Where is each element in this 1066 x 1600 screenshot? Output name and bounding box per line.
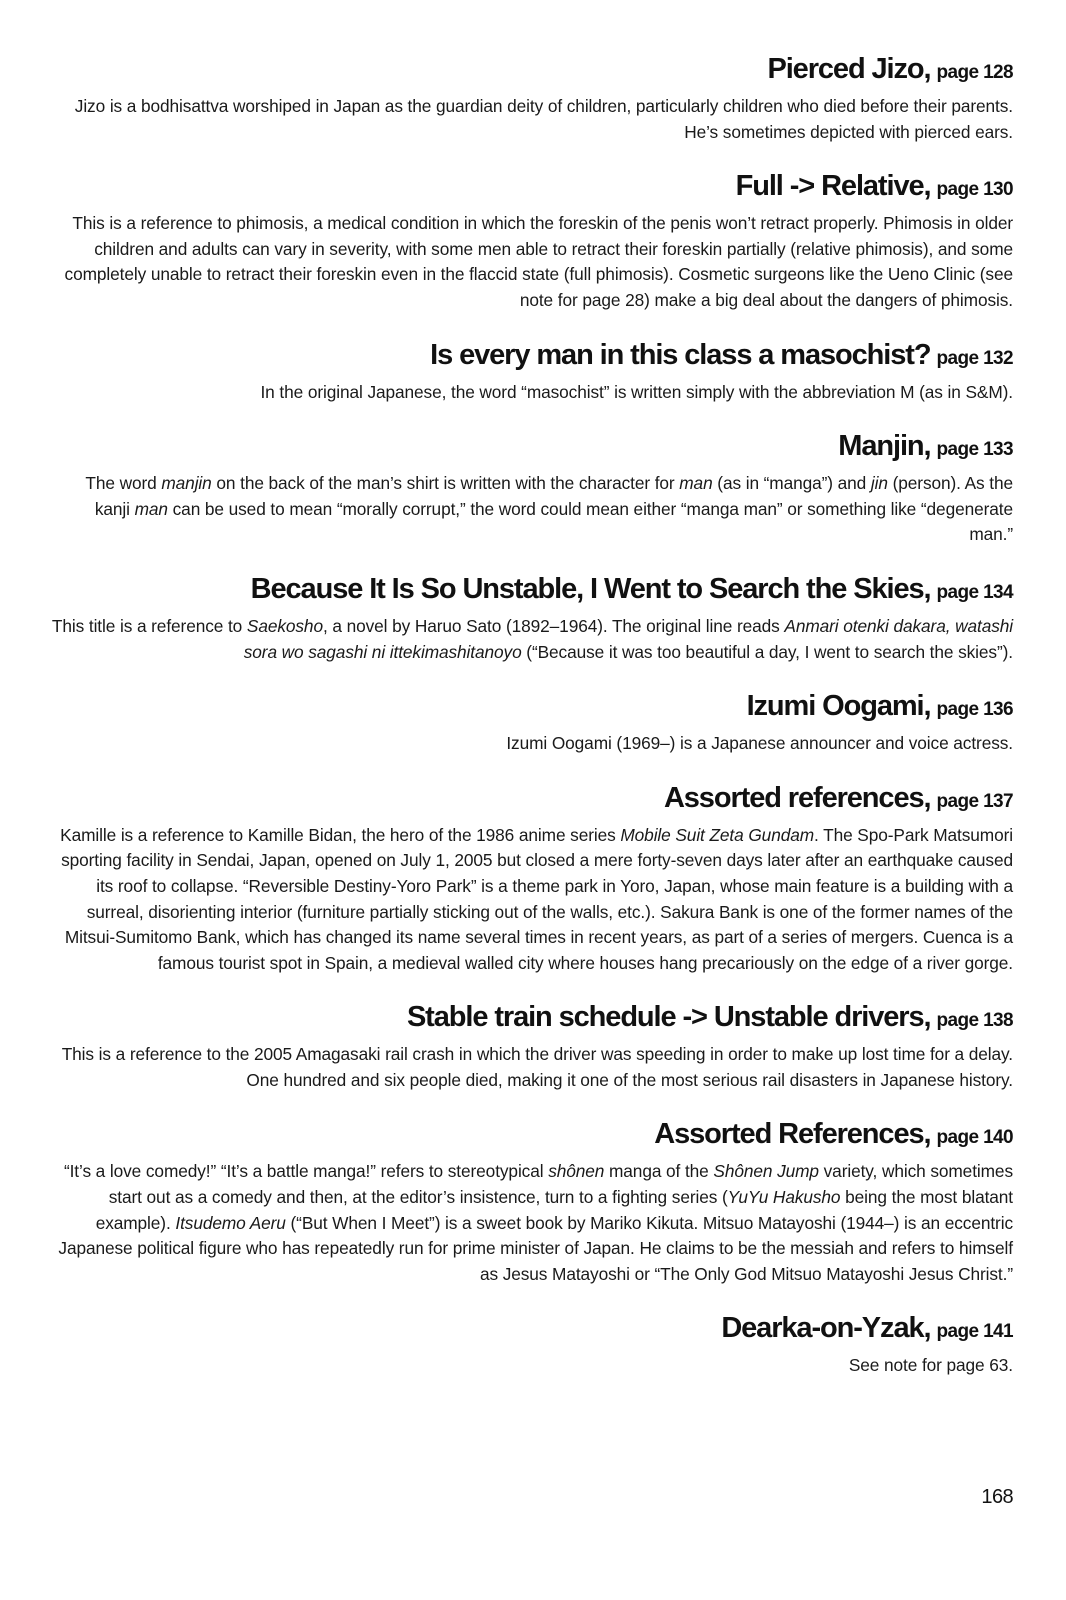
note-heading (50, 167, 1013, 209)
note-heading (50, 1115, 1013, 1157)
note-manjin (50, 427, 1013, 548)
note-page-ref: page 128 (936, 62, 1013, 83)
note-body-run: , a novel by Haruo Sato (1892–1964). The original line reads (322, 615, 785, 636)
note-title: Manjin, (838, 430, 931, 463)
note-body-run: variety, which sometimes start out as a comedy and then, at the editor’s insistence, turn to a fighting series ( (108, 1161, 1013, 1208)
note-heading (50, 50, 1013, 92)
note-body (50, 1353, 1013, 1379)
note-body-italic-run: jin (870, 473, 888, 494)
note-body-run: (as in “manga”) and (712, 473, 871, 494)
note-title: Full -> Relative, (735, 170, 931, 203)
note-title: Stable train schedule -> Unstable drivers, (406, 1001, 931, 1034)
note-body (50, 1159, 1013, 1287)
note-heading (50, 779, 1013, 821)
note-title: Izumi Oogami, (746, 690, 931, 723)
note-body-run: In the original Japanese, the word “masochist” is written simply with the abbreviation M (as in S&M). (260, 381, 1013, 402)
note-heading (50, 336, 1013, 378)
note-title: Assorted References, (654, 1118, 931, 1151)
note-body-italic-run: shônen (548, 1161, 605, 1182)
note-title: Is every man in this class a masochist? (430, 338, 931, 371)
note-izumi-oogami (50, 687, 1013, 757)
note-body-italic-run: Mobile Suit Zeta Gundam (620, 824, 815, 845)
note-page-ref: page 130 (936, 179, 1013, 201)
note-page-ref: page 140 (936, 1127, 1013, 1149)
note-body-run: This is a reference to phimosis, a medical condition in which the foreskin of the penis won’t retract properly. Phimosis in older children and adults can vary in severity, with some men able to retract their foreskin partially (relative phimosis), and some completely unable to retract their foreskin even in the flaccid state (full phimosis). Cosmetic surgeons like the Ueno Clinic (see note for page 28) make a big deal about the dangers of phimosis. (64, 213, 1013, 310)
note-train-schedule (50, 998, 1013, 1093)
note-page-ref: page 132 (936, 347, 1013, 369)
note-page-ref: page 136 (936, 699, 1013, 721)
note-body-run: Kamille is a reference to Kamille Bidan, the hero of the 1986 anime series (60, 824, 621, 845)
note-body-run: This is a reference to the 2005 Amagasaki rail crash in which the driver was speeding in order to make up lost time for a delay. One hundred and six people died, making it one of the most serious rail disasters in Japanese history. (61, 1044, 1013, 1090)
note-body-italic-run: man (134, 498, 168, 519)
note-body-run: on the back of the man’s shirt is written with the character for (211, 473, 680, 494)
note-title: Assorted references, (663, 781, 931, 814)
note-assorted-references-137 (50, 779, 1013, 977)
note-body (50, 614, 1013, 665)
page-number: 168 (981, 1486, 1013, 1508)
note-search-the-skies (50, 570, 1013, 665)
note-body-italic-run: Itsudemo Aeru (175, 1212, 286, 1233)
note-body-italic-run: Anmari otenki dakara, watashi sora wo sagashi ni ittekimashitanoyo (243, 615, 1013, 662)
note-assorted-references-140 (50, 1115, 1013, 1287)
note-body-italic-run: YuYu Hakusho (727, 1187, 841, 1208)
note-page-ref: page 141 (936, 1321, 1013, 1343)
note-body (50, 823, 1013, 977)
note-title: Pierced Jizo, (767, 53, 931, 85)
note-body-run: (“But When I Meet”) is a sweet book by Mariko Kikuta. Mitsuo Matayoshi (1944–) is an eccentric Japanese political figure who has repeatedly run for prime minister of Japan. He claims to be the messiah and refers to himself as Jesus Matayoshi or “The Only God Mitsuo Matayoshi Jesus Christ.” (58, 1212, 1013, 1284)
note-body (50, 94, 1013, 145)
note-body (50, 1042, 1013, 1093)
note-body-run: “It’s a love comedy!” “It’s a battle manga!” refers to stereotypical (63, 1161, 549, 1182)
note-body-run: The word (85, 473, 162, 494)
note-pierced-jizo (50, 50, 1013, 145)
note-body-italic-run: Saekosho (246, 615, 323, 636)
note-body-run: (person). As the kanji (94, 473, 1013, 519)
note-heading (50, 1309, 1013, 1351)
note-body-run: can be used to mean “morally corrupt,” the word could mean either “manga man” or something like “degenerate man.” (167, 498, 1013, 545)
note-page-ref: page 134 (936, 581, 1013, 603)
note-body-run: See note for page 63. (848, 1355, 1013, 1376)
note-page-ref: page 137 (936, 790, 1013, 812)
note-body-run: (“Because it was too beautiful a day, I went to search the skies”). (521, 641, 1013, 662)
note-body-italic-run: man (679, 473, 713, 494)
note-body-run: Izumi Oogami (1969–) is a Japanese announcer and voice actress. (506, 733, 1013, 754)
note-heading (50, 998, 1013, 1040)
note-body-run: . The Spo-Park Matsumori sporting facility in Sendai, Japan, opened on July 1, 2005 but closed a mere forty-seven days later after an earthquake caused its roof to collapse. “Reversible Destiny-Yoro Park” is a theme park in Yoro, Japan, whose main feature is a building with a surreal, disorienting interior (furniture partially sticking out of the walls, etc.). Sakura Bank is one of the former names of the Mitsui-Sumitomo Bank, which has changed its name several times in recent years, as part of a series of mergers. Cuenca is a famous tourist spot in Spain, a medieval walled city where houses hang precariously on the edge of a river gorge. (61, 824, 1013, 973)
note-body (50, 731, 1013, 757)
note-body-italic-run: manjin (161, 473, 212, 494)
note-masochist (50, 336, 1013, 406)
note-body-run: Jizo is a bodhisattva worshiped in Japan as the guardian deity of children, particularly children who died before their parents. He’s sometimes depicted with pierced ears. (74, 96, 1013, 142)
note-full-relative (50, 167, 1013, 313)
note-body (50, 471, 1013, 548)
note-title: Dearka-on-Yzak, (721, 1312, 931, 1345)
note-body-italic-run: Shônen Jump (713, 1161, 819, 1182)
note-page-ref: page 138 (936, 1010, 1013, 1032)
note-body (50, 211, 1013, 313)
note-heading (50, 570, 1013, 612)
note-title: Because It Is So Unstable, I Went to Search the Skies, (250, 572, 931, 605)
note-heading (50, 687, 1013, 729)
translation-notes-page (50, 50, 1013, 1401)
note-body (50, 380, 1013, 406)
note-body-run: This title is a reference to (51, 615, 247, 636)
note-body-run: manga of the (604, 1161, 714, 1182)
note-body-run: being the most blatant example). (95, 1187, 1013, 1233)
note-dearka-on-yzak (50, 1309, 1013, 1379)
note-heading (50, 427, 1013, 469)
note-page-ref: page 133 (936, 439, 1013, 461)
